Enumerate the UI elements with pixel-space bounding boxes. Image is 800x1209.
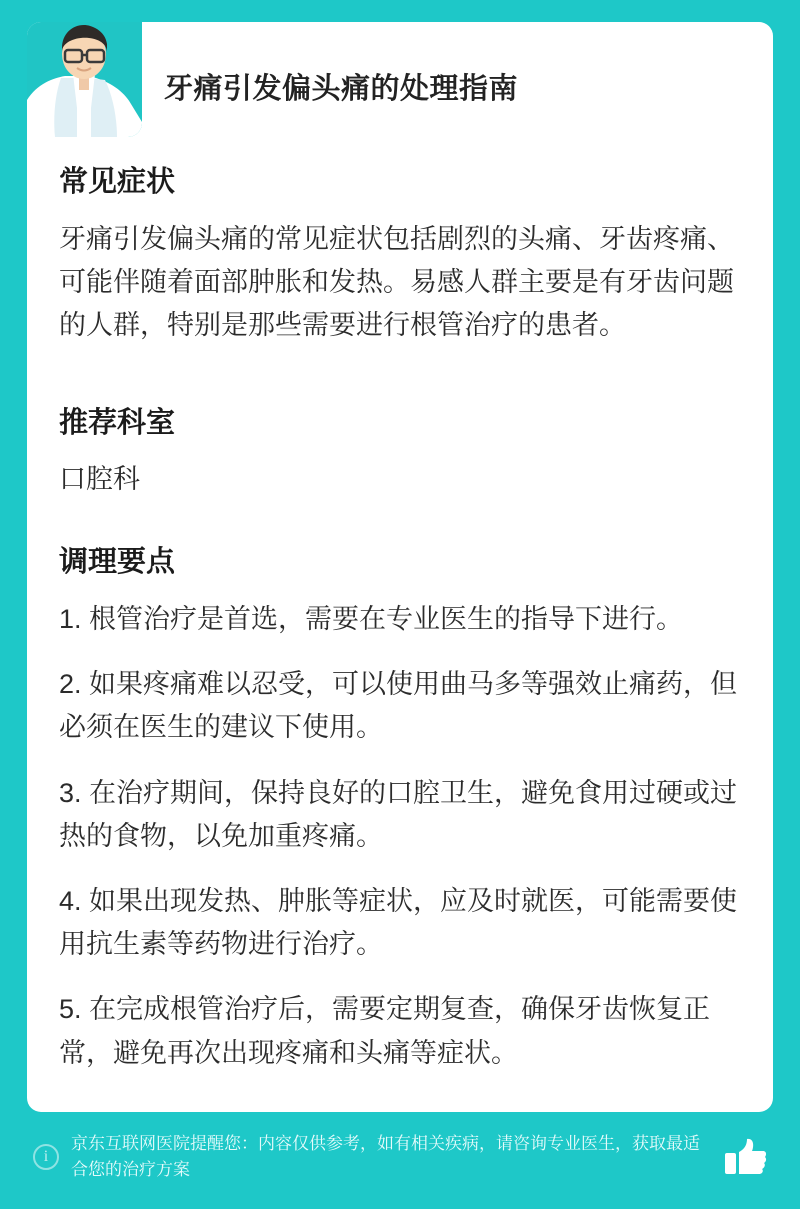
section-text-department: 口腔科 — [59, 463, 140, 494]
disclaimer-text: 京东互联网医院提醒您：内容仅供参考，如有相关疾病，请咨询专业医生，获取最适合您的治疗方案 — [71, 1133, 700, 1179]
section-heading-symptoms: 常见症状 — [59, 166, 176, 198]
list-item: 2. 如果疼痛难以忍受，可以使用曲马多等强效止痛药，但必须在医生的建议下使用。 — [59, 669, 738, 743]
content-card — [27, 22, 773, 1112]
care-points-list — [59, 598, 741, 1075]
info-circle-icon: i — [33, 1144, 59, 1170]
section-heading-department: 推荐科室 — [59, 406, 176, 439]
section-text-symptoms: 牙痛引发偏头痛的常见症状包括剧烈的头痛、牙齿疼痛、可能伴随着面部肿胀和发热。易感人群主要是有牙齿问题的人群，特别是那些需要进行根管治疗的患者。 — [59, 224, 734, 341]
list-item: 4. 如果出现发热、肿胀等症状，应及时就医，可能需要使用抗生素等药物进行治疗。 — [59, 886, 738, 960]
section-heading-care-points: 调理要点 — [59, 546, 176, 579]
list-item: 3. 在治疗期间，保持良好的口腔卫生，避免食用过硬或过热的食物，以免加重疼痛。 — [59, 777, 738, 851]
thumbs-up-icon[interactable] — [723, 1135, 767, 1179]
card-body — [27, 22, 773, 1112]
page-title: 牙痛引发偏头痛的处理指南 — [164, 73, 519, 105]
list-item: 1. 根管治疗是首选，需要在专业医生的指导下进行。 — [59, 604, 684, 635]
list-item: 5. 在完成根管治疗后，需要定期复查，确保牙齿恢复正常，避免再次出现疼痛和头痛等症状。 — [59, 994, 711, 1068]
footer-disclaimer-bar — [27, 1122, 773, 1192]
